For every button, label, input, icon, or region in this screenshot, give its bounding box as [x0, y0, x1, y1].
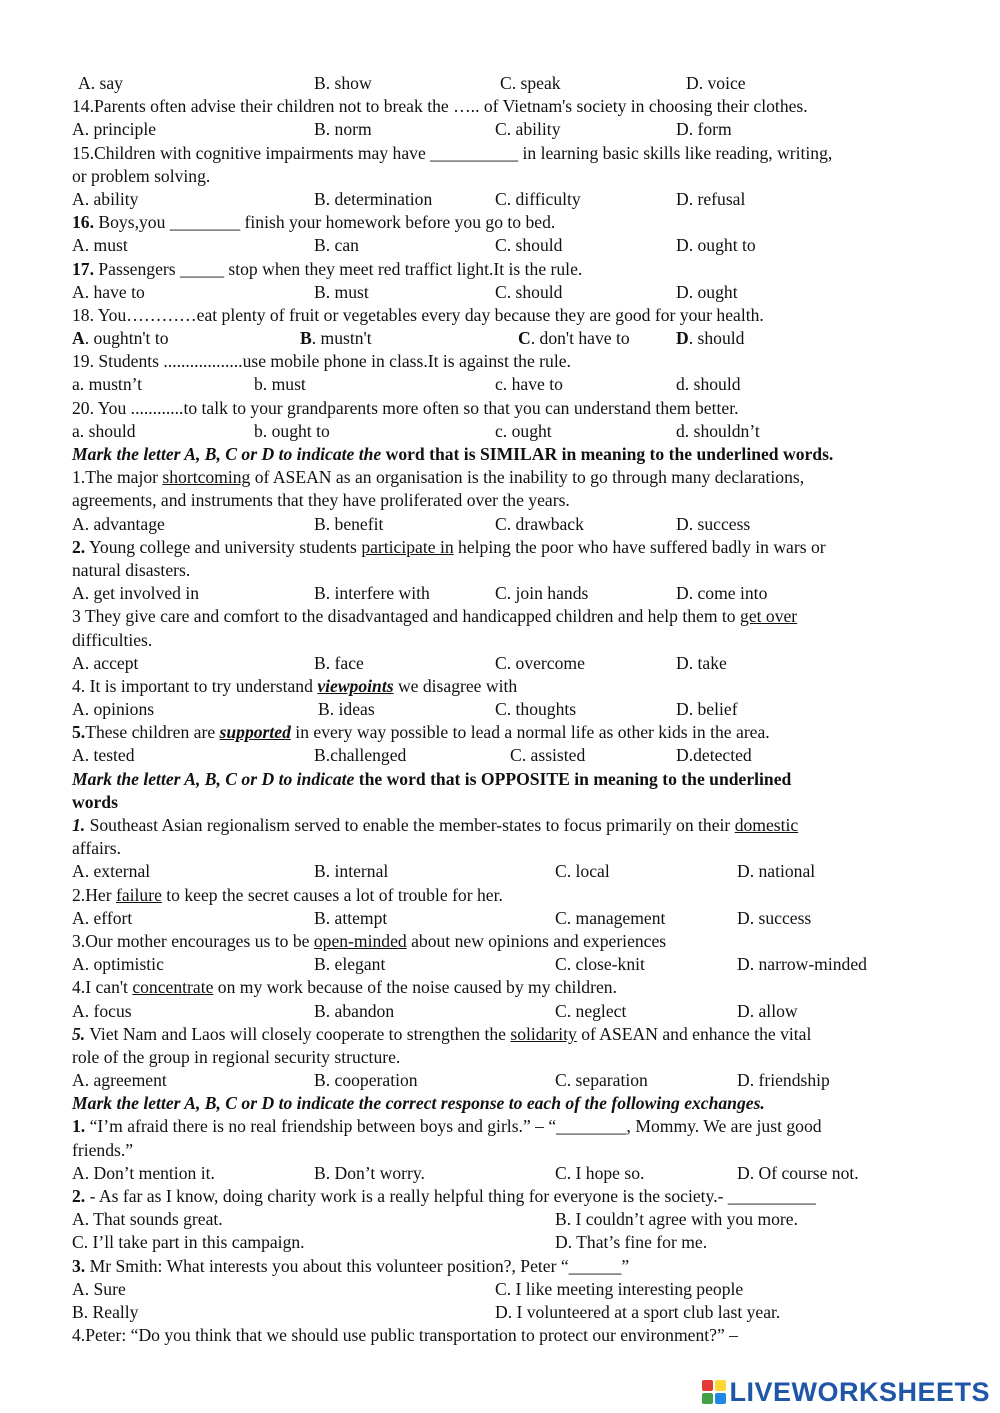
- question-number: 2.: [72, 536, 86, 557]
- option-text: . don't have to: [530, 328, 630, 349]
- text: 2.Her: [72, 884, 116, 905]
- option-d[interactable]: D. friendship: [737, 1070, 830, 1091]
- q20-options: [72, 420, 952, 443]
- question-number: 1.: [72, 1116, 86, 1137]
- opposite-q5-stem: [72, 1023, 952, 1046]
- worksheet-page: [72, 72, 952, 1347]
- option-c[interactable]: C. join hands: [495, 583, 589, 604]
- similar-q2-stem-cont: natural disasters.: [72, 559, 191, 580]
- response-q2-options-row2: [72, 1231, 952, 1254]
- opposite-q2-options: [72, 907, 952, 930]
- option-c[interactable]: C. close-knit: [555, 954, 645, 975]
- option-b[interactable]: B. ideas: [318, 699, 375, 720]
- similar-q5-options: [72, 744, 952, 767]
- similar-q1-stem-cont: agreements, and instruments that they have proliferated over the years.: [72, 490, 570, 511]
- underlined-word: shortcoming: [162, 467, 251, 488]
- option-b[interactable]: B. Really: [72, 1301, 139, 1322]
- option-d[interactable]: D. national: [737, 861, 816, 882]
- option-d[interactable]: D. belief: [676, 699, 738, 720]
- q16-options: [72, 234, 952, 257]
- q16-stem: [72, 211, 952, 234]
- option-d[interactable]: D. ought: [676, 281, 738, 302]
- q20-stem: 20. You ............to talk to your grandparents more often so that you can understand them better.: [72, 397, 739, 418]
- option-a[interactable]: A. principle: [72, 119, 157, 140]
- option-c[interactable]: c. ought: [495, 420, 552, 441]
- text: of ASEAN as an organisation is the inability to go through many declarations,: [250, 467, 805, 488]
- question-text: Passengers _____ stop when they meet red traffict light.It is the rule.: [94, 258, 583, 279]
- opposite-q4-options: [72, 1000, 952, 1023]
- q14-stem: 14.Parents often advise their children not to break the ….. of Vietnam's society in choosing their clothes.: [72, 96, 808, 117]
- question-number: 16.: [72, 212, 94, 233]
- option-c[interactable]: C. I’ll take part in this campaign.: [72, 1232, 305, 1253]
- option-b[interactable]: B. can: [314, 235, 359, 256]
- option-a[interactable]: a. mustn’t: [72, 374, 143, 395]
- section-heading-opposite-cont: words: [72, 791, 118, 812]
- response-q3-options-row2: [72, 1301, 952, 1324]
- opposite-q3-stem: [72, 930, 952, 953]
- response-q1-stem-cont: friends.”: [72, 1139, 134, 1160]
- option-c[interactable]: C. ability: [495, 119, 561, 140]
- instruction-italic: Mark the letter A, B, C or D to indicate: [72, 768, 355, 789]
- q19-stem: 19. Students ..................use mobile phone in class.It is against the rule.: [72, 351, 571, 372]
- section-heading-similar: [72, 443, 952, 466]
- similar-q1-stem: [72, 466, 952, 489]
- response-q4-stem: 4.Peter: “Do you think that we should use public transportation to protect our environment?” –: [72, 1325, 738, 1346]
- option-b[interactable]: B. internal: [314, 861, 389, 882]
- underlined-word: viewpoints: [317, 675, 394, 696]
- underlined-word: participate in: [361, 536, 454, 557]
- option-letter: C: [518, 328, 531, 349]
- option-b[interactable]: B. abandon: [314, 1000, 395, 1021]
- option-d[interactable]: d. shouldn’t: [676, 420, 760, 441]
- option-text: . mustn't: [311, 328, 372, 349]
- q14-options: [72, 118, 952, 141]
- option-letter: B: [300, 328, 312, 349]
- option-c[interactable]: C. assisted: [510, 745, 586, 766]
- option-b[interactable]: B. determination: [314, 188, 433, 209]
- similar-q4-options: [72, 698, 952, 721]
- option-d[interactable]: [676, 327, 744, 350]
- option-d[interactable]: D. refusal: [676, 188, 746, 209]
- text: Young college and university students: [85, 536, 362, 557]
- option-b[interactable]: B. attempt: [314, 907, 388, 928]
- option-a[interactable]: A. get involved in: [72, 583, 200, 604]
- option-d[interactable]: D. voice: [686, 73, 746, 93]
- option-a[interactable]: A. external: [72, 861, 151, 882]
- option-d[interactable]: D. success: [737, 907, 812, 928]
- response-q2-options-row1: [72, 1208, 952, 1231]
- logo-mark-icon: [701, 1379, 727, 1405]
- option-c[interactable]: C. I hope so.: [555, 1162, 645, 1183]
- opposite-q1-options: [72, 860, 952, 883]
- instruction-bold: word that is SIMILAR in meaning to the underlined words.: [381, 444, 834, 464]
- text: we disagree with: [393, 675, 518, 696]
- underlined-word: domestic: [734, 815, 799, 835]
- section-heading-response: Mark the letter A, B, C or D to indicate the correct response to each of the following exchanges.: [72, 1093, 765, 1114]
- option-d[interactable]: D. take: [676, 652, 727, 673]
- q17-stem: [72, 258, 952, 281]
- response-q2-stem: [72, 1185, 952, 1208]
- q15-options: [72, 188, 952, 211]
- text: 3 They give care and comfort to the disadvantaged and handicapped children and help them to: [72, 606, 741, 627]
- option-c[interactable]: C. neglect: [555, 1000, 627, 1021]
- option-b[interactable]: B. show: [314, 73, 372, 93]
- text: Viet Nam and Laos will closely cooperate to strengthen the: [85, 1023, 511, 1044]
- question-number: 5.: [72, 1023, 86, 1044]
- option-a[interactable]: A. Sure: [72, 1278, 126, 1299]
- option-a[interactable]: A. opinions: [72, 699, 155, 720]
- option-c[interactable]: [518, 327, 630, 350]
- text: of ASEAN and enhance the vital: [576, 1023, 812, 1044]
- option-b[interactable]: B. cooperation: [314, 1070, 418, 1091]
- option-b[interactable]: [300, 327, 372, 350]
- option-d[interactable]: D. Of course not.: [737, 1162, 859, 1183]
- option-b[interactable]: B. must: [314, 281, 369, 302]
- option-b[interactable]: B. I couldn’t agree with you more.: [555, 1209, 798, 1230]
- option-b[interactable]: B. benefit: [314, 513, 384, 534]
- option-b[interactable]: B. face: [314, 652, 364, 673]
- text: to keep the secret causes a lot of trouble for her.: [161, 884, 503, 905]
- opposite-q1-stem: [72, 814, 952, 837]
- option-a[interactable]: [72, 327, 169, 350]
- option-a[interactable]: A. advantage: [72, 513, 165, 534]
- response-q3-stem: [72, 1255, 952, 1278]
- response-q1-options: [72, 1162, 952, 1185]
- underlined-word: open-minded: [313, 930, 407, 951]
- option-b[interactable]: B. interfere with: [314, 583, 430, 604]
- text: These children are: [85, 722, 220, 743]
- logo-text: LIVEWORKSHEETS: [729, 1376, 990, 1407]
- option-letter: A: [72, 328, 85, 349]
- instruction-italic: Mark the letter A, B, C or D to indicate the: [72, 444, 382, 464]
- question-text: Boys,you ________ finish your homework before you go to bed.: [94, 212, 556, 233]
- text: about new opinions and experiences: [406, 930, 667, 951]
- text: - As far as I know, doing charity work is a really helpful thing for everyone is the society.- __________: [85, 1186, 816, 1206]
- option-b[interactable]: B.challenged: [314, 745, 407, 766]
- q15-stem-cont: or problem solving.: [72, 165, 211, 186]
- response-q1-stem: [72, 1115, 952, 1138]
- underlined-word: get over: [740, 606, 798, 627]
- response-q3-options-row1: [72, 1278, 952, 1301]
- option-b[interactable]: b. must: [254, 374, 306, 395]
- option-a[interactable]: A. agreement: [72, 1070, 167, 1091]
- option-a[interactable]: A. That sounds great.: [72, 1209, 223, 1230]
- liveworksheets-logo: [701, 1377, 990, 1407]
- similar-q4-stem: [72, 675, 952, 698]
- option-d[interactable]: D. That’s fine for me.: [555, 1232, 708, 1253]
- option-c[interactable]: C. overcome: [495, 652, 585, 673]
- option-c[interactable]: C. management: [555, 907, 666, 928]
- option-c[interactable]: C. speak: [500, 73, 561, 93]
- option-c[interactable]: c. have to: [495, 374, 563, 395]
- similar-q3-stem: [72, 605, 952, 628]
- option-b[interactable]: b. ought to: [254, 420, 330, 441]
- option-letter: D: [676, 328, 689, 349]
- option-d[interactable]: D. narrow-minded: [737, 954, 867, 975]
- option-b[interactable]: B. Don’t worry.: [314, 1162, 425, 1183]
- similar-q1-options: [72, 513, 952, 536]
- q18-stem: 18. You…………eat plenty of fruit or vegetables every day because they are good for your health.: [72, 304, 764, 325]
- text: 1.The major: [72, 467, 163, 488]
- option-a[interactable]: A. ability: [72, 188, 139, 209]
- similar-q2-stem: [72, 536, 952, 559]
- option-b[interactable]: B. norm: [314, 119, 372, 140]
- option-a[interactable]: a. should: [72, 420, 136, 441]
- text: Mr Smith: What interests you about this volunteer position?, Peter “______”: [85, 1255, 630, 1276]
- q15-stem: 15.Children with cognitive impairments may have __________ in learning basic skills like reading, writing,: [72, 142, 833, 163]
- opposite-q1-stem-cont: affairs.: [72, 838, 122, 859]
- option-c[interactable]: C. I like meeting interesting people: [495, 1278, 744, 1299]
- similar-q5-stem: [72, 721, 952, 744]
- text: “I’m afraid there is no real friendship between boys and girls.” – “________, Mommy. We are just good: [85, 1116, 822, 1137]
- option-a[interactable]: A. have to: [72, 281, 145, 302]
- text: on my work because of the noise caused by my children.: [213, 977, 617, 998]
- option-c[interactable]: C. local: [555, 861, 610, 882]
- option-d[interactable]: d. should: [676, 374, 741, 395]
- question-number: 1.: [72, 815, 86, 835]
- underlined-word: supported: [219, 722, 291, 743]
- text: 4. It is important to try understand: [72, 675, 318, 696]
- opposite-q5-options: [72, 1069, 952, 1092]
- opposite-q2-stem: [72, 884, 952, 907]
- text: in every way possible to lead a normal life as other kids in the area.: [290, 722, 770, 743]
- option-d[interactable]: D. ought to: [676, 235, 756, 256]
- option-a[interactable]: A. tested: [72, 745, 135, 766]
- option-text: . oughtn't to: [84, 328, 169, 349]
- question-number: 3.: [72, 1255, 86, 1276]
- option-a[interactable]: A. optimistic: [72, 954, 164, 975]
- option-a[interactable]: A. Don’t mention it.: [72, 1162, 215, 1183]
- option-c[interactable]: C. should: [495, 235, 563, 256]
- option-c[interactable]: C. drawback: [495, 513, 584, 534]
- underlined-word: solidarity: [510, 1023, 577, 1044]
- option-c[interactable]: C. separation: [555, 1070, 648, 1091]
- q19-options: [72, 373, 952, 396]
- option-text: . should: [688, 328, 745, 349]
- instruction-bold: the word that is OPPOSITE in meaning to the underlined: [354, 768, 792, 789]
- text: 3.Our mother encourages us to be: [72, 930, 314, 951]
- underlined-word: failure: [115, 884, 162, 905]
- option-a[interactable]: A. accept: [72, 652, 139, 673]
- similar-q2-options: [72, 582, 952, 605]
- opposite-q3-options: [72, 953, 952, 976]
- option-a[interactable]: A. focus: [72, 1000, 132, 1021]
- q13-options: [72, 72, 952, 95]
- opposite-q5-stem-cont: role of the group in regional security structure.: [72, 1046, 401, 1067]
- similar-q3-options: [72, 652, 952, 675]
- text: Southeast Asian regionalism served to enable the member-states to focus primarily on their: [85, 815, 735, 835]
- question-number: 5.: [72, 722, 86, 743]
- question-number: 2.: [72, 1186, 86, 1206]
- option-d[interactable]: D. come into: [676, 583, 768, 604]
- option-d[interactable]: D. form: [676, 119, 732, 140]
- option-c[interactable]: C. thoughts: [495, 699, 577, 720]
- option-a[interactable]: A. must: [72, 235, 128, 256]
- option-b[interactable]: B. elegant: [314, 954, 386, 975]
- similar-q3-stem-cont: difficulties.: [72, 629, 153, 650]
- option-d[interactable]: D. success: [676, 513, 751, 534]
- option-d[interactable]: D.detected: [676, 745, 752, 766]
- option-a[interactable]: A. say: [78, 73, 123, 93]
- opposite-q4-stem: [72, 976, 952, 999]
- text: 4.I can't: [72, 977, 133, 998]
- question-number: 17.: [72, 258, 94, 279]
- option-c[interactable]: C. should: [495, 281, 563, 302]
- option-a[interactable]: A. effort: [72, 907, 133, 928]
- option-d[interactable]: D. I volunteered at a sport club last year.: [495, 1301, 781, 1322]
- underlined-word: concentrate: [132, 977, 214, 998]
- q18-options: [72, 327, 952, 350]
- option-c[interactable]: C. difficulty: [495, 188, 581, 209]
- section-heading-opposite: [72, 768, 952, 791]
- option-d[interactable]: D. allow: [737, 1000, 798, 1021]
- q17-options: [72, 281, 952, 304]
- text: helping the poor who have suffered badly in wars or: [453, 536, 826, 557]
